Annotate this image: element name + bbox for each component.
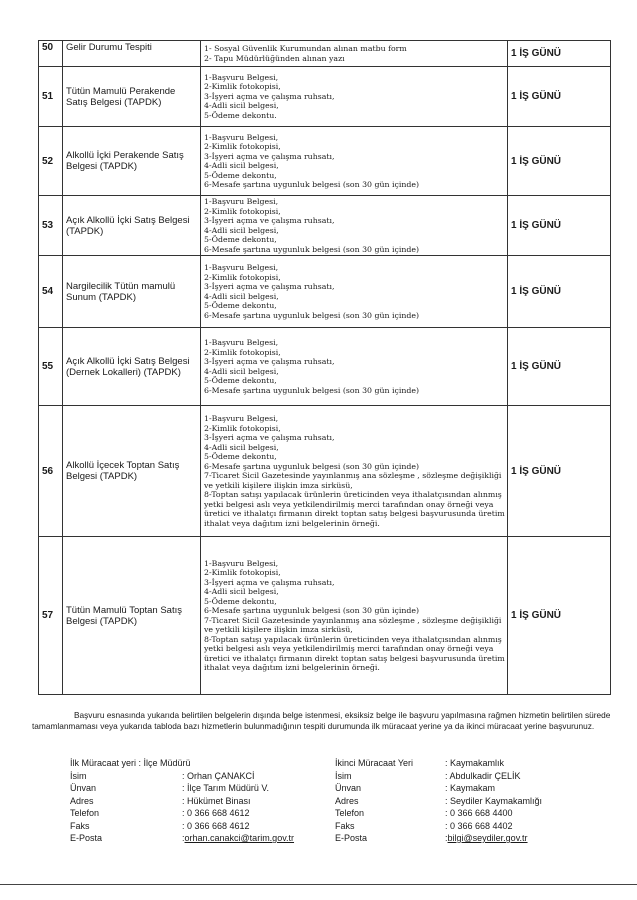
- document-item: 2-Kimlik fotokopisi,: [204, 82, 281, 92]
- first-contact-email-row: [70, 832, 294, 845]
- row-number: 50: [39, 41, 63, 67]
- document-item: 6-Mesafe şartına uygunluk belgesi (son 30 gün içinde): [204, 310, 420, 320]
- contact-field-value: : 0 366 668 4612: [182, 808, 250, 818]
- completion-time: 1 İŞ GÜNÜ: [508, 537, 611, 695]
- required-documents: [201, 41, 508, 67]
- document-item: 6-Mesafe şartına uygunluk belgesi (son 30 gün içinde): [204, 461, 420, 471]
- contact-field-row: [335, 770, 542, 783]
- table-row: [39, 406, 611, 537]
- completion-time: 1 İŞ GÜNÜ: [508, 196, 611, 256]
- document-item: 1-Başvuru Belgesi,: [204, 338, 279, 347]
- document-item: yetki belgesi aslı veya yetkilendirilmiş merci tarafından onay örneği veya: [204, 499, 494, 509]
- document-item: 3-İşyeri açma ve çalışma ruhsatı,: [204, 357, 335, 366]
- contact-field-row: [335, 795, 542, 808]
- required-documents: [201, 537, 508, 695]
- required-documents: [201, 196, 508, 256]
- service-name: Alkollü İçecek Toptan Satış Belgesi (TAPDK): [63, 406, 201, 537]
- contact-field-value: : 0 366 668 4612: [182, 820, 250, 831]
- service-standards-table: [38, 40, 611, 695]
- service-name: Açık Alkollü İçki Satış Belgesi (TAPDK): [63, 196, 201, 256]
- contact-field-value: : Hükümet Binası: [182, 795, 251, 806]
- required-documents: [201, 328, 508, 406]
- document-item: 5-Ödeme dekontu,: [204, 235, 277, 244]
- document-item: 8-Toptan satışı yapılacak ürünlerin üreticinden veya ithalatçısından alınmış: [204, 490, 502, 499]
- contact-field-value: : Orhan ÇANAKCİ: [182, 770, 255, 781]
- required-documents: [201, 127, 508, 196]
- document-item: 7-Ticaret Sicil Gazetesinde yayınlanmış ana sözleşme , sözleşme değişikliği: [204, 471, 502, 480]
- document-item: 2-Kimlik fotokopisi,: [204, 272, 281, 282]
- document-item: 3-İşyeri açma ve çalışma ruhsatı,: [204, 216, 335, 225]
- table-row: [39, 196, 611, 256]
- document-item: 2-Kimlik fotokopisi,: [204, 142, 281, 151]
- completion-time: 1 İŞ GÜNÜ: [508, 406, 611, 537]
- second-contact-block: [335, 757, 542, 845]
- row-number: 57: [39, 537, 63, 695]
- contact-field-value: : 0 366 668 4400: [445, 808, 513, 818]
- table-row: [39, 537, 611, 695]
- email-prefix: :: [445, 833, 448, 843]
- document-item: 7-Ticaret Sicil Gazetesinde yayınlanmış ana sözleşme , sözleşme değişikliği: [204, 615, 502, 625]
- row-number: 55: [39, 328, 63, 406]
- service-name: Açık Alkollü İçki Satış Belgesi (Dernek Lokalleri) (TAPDK): [63, 328, 201, 406]
- required-documents: [201, 406, 508, 537]
- completion-time: 1 İŞ GÜNÜ: [508, 328, 611, 406]
- service-name: Nargilecilik Tütün mamulü Sunum (TAPDK): [63, 256, 201, 328]
- bottom-divider: [0, 884, 637, 885]
- required-documents: [201, 67, 508, 127]
- first-contact-heading: İlk Müracaat yeri : İlçe Müdürü: [70, 758, 191, 768]
- document-item: yetki belgesi aslı veya yetkilendirilmiş merci tarafından onay örneği veya: [204, 644, 494, 653]
- service-name: Tütün Mamulü Perakende Satış Belgesi (TAPDK): [63, 67, 201, 127]
- second-contact-email-row: [335, 832, 542, 845]
- document-item: 6-Mesafe şartına uygunluk belgesi (son 30 gün içinde): [204, 606, 420, 615]
- contact-field-value: : 0 366 668 4402: [445, 820, 513, 831]
- contact-field-row: [70, 820, 294, 833]
- document-item: 4-Adli sicil belgesi,: [204, 101, 279, 111]
- first-contact-fields: [70, 770, 294, 833]
- document-item: 2-Kimlik fotokopisi,: [204, 423, 281, 433]
- document-item: 5-Ödeme dekontu,: [204, 452, 277, 461]
- document-item: 5-Ödeme dekontu,: [204, 170, 277, 180]
- document-item: 4-Adli sicil belgesi,: [204, 225, 279, 235]
- document-item: üretici ve ithalatçı firmanın direkt toptan satış belgesi başvurusunda üretim: [204, 509, 505, 518]
- email-prefix: :: [182, 833, 185, 843]
- document-item: ithalat veya dağıtım izni belgelerinin örneği.: [204, 518, 380, 528]
- contact-field-row: [70, 770, 294, 783]
- service-name: Alkollü İçki Perakende Satış Belgesi (TAPDK): [63, 127, 201, 196]
- document-item: 5-Ödeme dekontu.: [204, 110, 277, 120]
- table-row: [39, 127, 611, 196]
- second-contact-heading: [335, 757, 542, 770]
- completion-time: 1 İŞ GÜNÜ: [508, 256, 611, 328]
- contact-field-row: [70, 782, 294, 795]
- document-item: ithalat veya dağıtım izni belgelerinin örneği.: [204, 663, 380, 672]
- contact-field-label: İsim: [70, 770, 87, 781]
- contact-field-row: [70, 795, 294, 808]
- completion-time: 1 İŞ GÜNÜ: [508, 67, 611, 127]
- footnote: Başvuru esnasında yukarıda belirtilen belgelerin dışında belge istenmesi, eksiksiz belge ile başvuru yapılmasına rağmen hizmetin belirtilen sürede tamamlanmaması veya yukarıda tabloda bazı hizmetlerin bulunmadığının tespiti durumunda ilk müracaat yerine ya da ikinci müracaat yerine başvurunuz.: [32, 710, 611, 731]
- second-contact-fields: [335, 770, 542, 833]
- required-documents: [201, 256, 508, 328]
- contact-field-label: Faks: [70, 820, 90, 831]
- email-label: E-Posta: [70, 833, 103, 843]
- document-item: 4-Adli sicil belgesi,: [204, 366, 279, 376]
- table-row: [39, 256, 611, 328]
- row-number: 54: [39, 256, 63, 328]
- document-item: 1-Başvuru Belgesi,: [204, 197, 279, 206]
- document-item: ve yetkili kişilere ilişkin imza sirküsü,: [204, 625, 353, 634]
- document-item: 3-İşyeri açma ve çalışma ruhsatı,: [204, 151, 335, 161]
- contact-field-row: [70, 807, 294, 820]
- contact-field-label: Adres: [335, 795, 359, 806]
- document-item: 3-İşyeri açma ve çalışma ruhsatı,: [204, 433, 335, 442]
- service-name: Tütün Mamulü Toptan Satış Belgesi (TAPDK): [63, 537, 201, 695]
- document-item: 2- Tapu Müdürlüğünden alınan yazı: [204, 53, 345, 63]
- document-item: 6-Mesafe şartına uygunluk belgesi (son 30 gün içinde): [204, 385, 420, 395]
- document-item: 4-Adli sicil belgesi,: [204, 442, 279, 452]
- table-row: [39, 328, 611, 406]
- document-item: 1-Başvuru Belgesi,: [204, 132, 279, 142]
- document-item: 4-Adli sicil belgesi,: [204, 291, 279, 301]
- table-row: [39, 41, 611, 67]
- document-item: üretici ve ithalatçı firmanın direkt toptan satış belgesi başvurusunda üretim: [204, 653, 505, 663]
- document-item: 5-Ödeme dekontu,: [204, 376, 277, 385]
- document-item: 1-Başvuru Belgesi,: [204, 72, 279, 82]
- contact-field-value: : Kaymakam: [445, 783, 496, 793]
- contact-field-label: Ünvan: [70, 783, 97, 793]
- document-item: 3-İşyeri açma ve çalışma ruhsatı,: [204, 577, 335, 587]
- table-row: [39, 67, 611, 127]
- completion-time: 1 İŞ GÜNÜ: [508, 41, 611, 67]
- completion-time: 1 İŞ GÜNÜ: [508, 127, 611, 196]
- row-number: 56: [39, 406, 63, 537]
- contact-field-label: Ünvan: [335, 783, 362, 793]
- row-number: 52: [39, 127, 63, 196]
- second-contact-email-link[interactable]: bilgi@seydiler.gov.tr: [447, 833, 528, 843]
- contact-field-label: Faks: [335, 820, 355, 831]
- document-item: 6-Mesafe şartına uygunluk belgesi (son 30 gün içinde): [204, 244, 420, 254]
- document-item: 1-Başvuru Belgesi,: [204, 414, 279, 423]
- contact-field-label: Telefon: [335, 808, 365, 818]
- second-contact-heading-label: İkinci Müracaat Yeri: [335, 758, 414, 768]
- document-item: 2-Kimlik fotokopisi,: [204, 568, 281, 577]
- row-number: 51: [39, 67, 63, 127]
- document-item: 4-Adli sicil belgesi,: [204, 161, 279, 170]
- document-item: 8-Toptan satışı yapılacak ürünlerin üreticinden veya ithalatçısından alınmış: [204, 634, 502, 644]
- document-item: 5-Ödeme dekontu,: [204, 301, 277, 310]
- service-name: Gelir Durumu Tespiti: [63, 41, 201, 67]
- document-item: 3-İşyeri açma ve çalışma ruhsatı,: [204, 282, 335, 291]
- table-body: [39, 41, 611, 695]
- contact-field-value: : Seydiler Kaymakamlığı: [445, 795, 543, 806]
- document-item: ve yetkili kişilere ilişkin imza sirküsü,: [204, 480, 353, 490]
- contact-field-label: İsim: [335, 770, 352, 781]
- document-item: 1-Başvuru Belgesi,: [204, 263, 279, 272]
- contact-field-row: [335, 782, 542, 795]
- document-item: 5-Ödeme dekontu,: [204, 596, 277, 606]
- document-item: 2-Kimlik fotokopisi,: [204, 206, 281, 216]
- document-item: 3-İşyeri açma ve çalışma ruhsatı,: [204, 91, 335, 101]
- email-label: E-Posta: [335, 833, 368, 843]
- first-contact-email-link[interactable]: orhan.canakci@tarim.gov.tr: [184, 833, 295, 843]
- row-number: 53: [39, 196, 63, 256]
- document-item: 2-Kimlik fotokopisi,: [204, 347, 281, 357]
- contact-field-row: [335, 807, 542, 820]
- document-item: 1-Başvuru Belgesi,: [204, 558, 279, 568]
- first-contact-block: [70, 757, 294, 845]
- contact-field-value: : Abdulkadir ÇELİK: [445, 770, 521, 781]
- contact-field-label: Adres: [70, 795, 94, 806]
- document-item: 6-Mesafe şartına uygunluk belgesi (son 30 gün içinde): [204, 180, 420, 189]
- contact-field-row: [335, 820, 542, 833]
- second-contact-heading-value: : Kaymakamlık: [445, 758, 505, 768]
- document-item: 4-Adli sicil belgesi,: [204, 587, 279, 596]
- contact-field-value: : İlçe Tarım Müdürü V.: [182, 783, 270, 793]
- document-item: 1- Sosyal Güvenlik Kurumundan alınan matbu form: [204, 44, 407, 53]
- contact-field-label: Telefon: [70, 808, 100, 818]
